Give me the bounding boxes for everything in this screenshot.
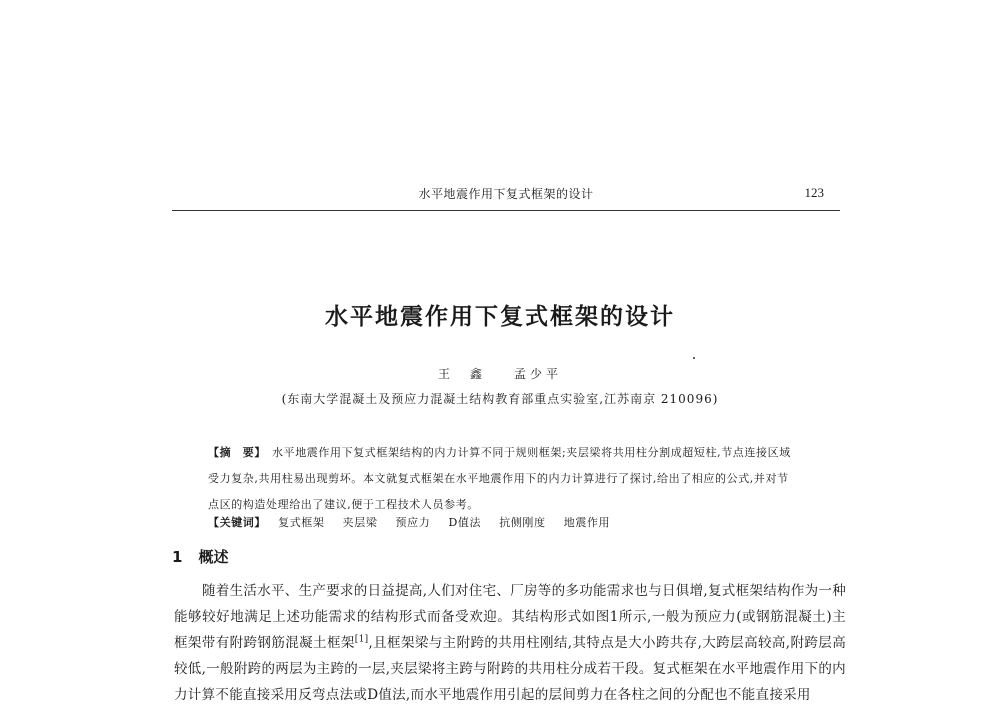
running-header [172, 180, 840, 211]
keyword: 地震作用 [563, 516, 611, 529]
section-number: 1 [172, 548, 183, 566]
keyword: 复式框架 [278, 516, 325, 529]
scan-artifact [693, 357, 695, 359]
paper-title: 水平地震作用下复式框架的设计 [325, 304, 675, 330]
keywords-label: 【关键词】 [208, 516, 266, 529]
author-name: 王 鑫 [437, 367, 486, 381]
citation-marker: [1] [354, 634, 369, 645]
authors [0, 365, 1000, 382]
affiliation: (东南大学混凝土及预应力混凝土结构教育部重点实验室,江苏南京 210096) [281, 392, 719, 406]
keywords [208, 514, 624, 530]
keyword: 夹层梁 [342, 516, 378, 529]
abstract-label: 【摘 要】 [208, 446, 266, 459]
page-number: 123 [804, 185, 824, 200]
keyword: 抗侧刚度 [499, 516, 546, 529]
keyword: 预应力 [395, 516, 431, 529]
section-title: 概述 [198, 548, 229, 566]
keyword: D值法 [448, 516, 482, 529]
abstract [208, 440, 800, 518]
section-heading [172, 546, 228, 567]
body-paragraph [174, 578, 846, 708]
body-text-part: ,且框架梁与主附跨的共用柱刚结,其特点是大小跨共存,大跨层高较高,附跨层高较低,一般附跨的两层为主跨的一层,夹层梁将主跨与附跨的共用柱分成若干段。复式框架在水平地震作用下的内力计算不能直接采用反弯点法或D值法,而水平地震作用引起的层间剪力在各柱之间的分配也不能直接采用 [174, 635, 847, 703]
running-title: 水平地震作用下复式框架的设计 [418, 187, 594, 201]
body-text-part: 随着生活水平、生产要求的日益提高,人们对住宅、厂房等的多功能需求也与日俱增,复式框架结构作为一种能够较好地满足上述功能需求的结构形式而备受欢迎。其结构形式如图1所示,一般为预应力(或钢筋混凝土)主框架带有附跨钢筋混凝土框架 [174, 583, 846, 651]
author-name: 孟少平 [514, 367, 563, 381]
abstract-text: 水平地震作用下复式框架结构的内力计算不同于规则框架;夹层梁将共用柱分割成超短柱,节点连接区域受力复杂,共用柱易出现剪坏。本文就复式框架在水平地震作用下的内力计算进行了探讨,给出了相应的公式,并对节点区的构造处理给出了建议,便于工程技术人员参考。 [208, 446, 791, 511]
